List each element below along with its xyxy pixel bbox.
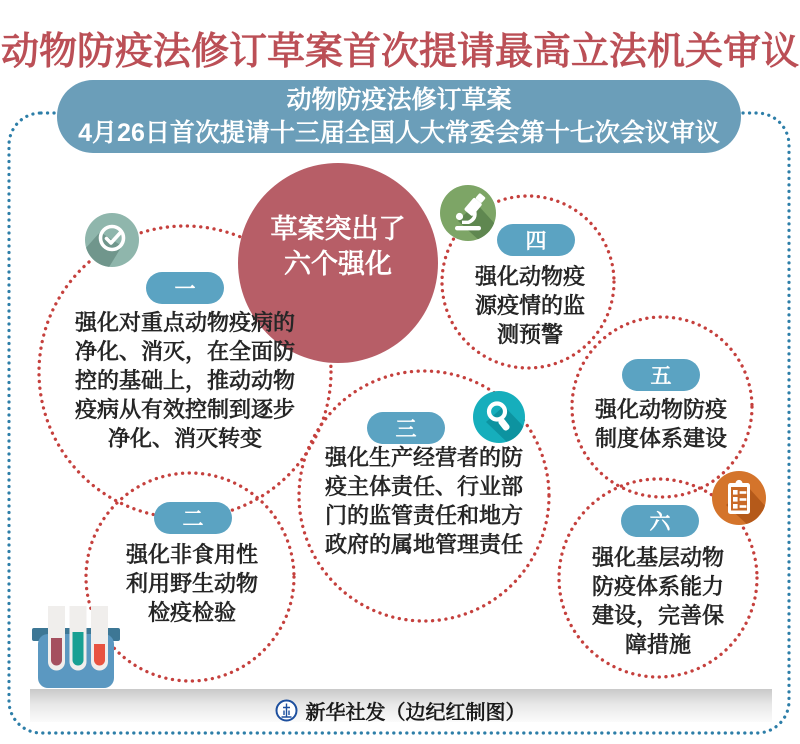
topic-4-text: 强化动物疫 源疫情的监 测预警 xyxy=(474,264,585,347)
center-text-line1: 草案突出了 xyxy=(270,214,406,244)
topic-5-text: 强化动物防疫 制度体系建设 xyxy=(594,397,727,451)
topic-4-number-badge: 四 xyxy=(497,224,575,256)
topic-5-number-badge: 五 xyxy=(622,359,700,391)
topic-1-text: 强化对重点动物疫病的 净化、消灭，在全面防 控的基础上，推动动物 疫病从有效控制到逐步 净化、消灭转变 xyxy=(74,310,295,451)
subtitle-banner xyxy=(57,80,741,153)
credit-line xyxy=(0,696,800,725)
topic-6-number-badge: 六 xyxy=(621,505,699,537)
topic-6-text: 强化基层动物 防疫体系能力 建设，完善保 障措施 xyxy=(591,545,724,657)
topic-1-number-badge: 一 xyxy=(146,272,224,304)
topic-2-text: 强化非食用性 利用野生动物 检疫检验 xyxy=(125,542,258,625)
credit-text: 新华社发（边纪红制图） xyxy=(305,702,526,724)
topic-2-number-badge: 二 xyxy=(154,502,232,534)
topic-3-text: 强化生产经营者的防 疫主体责任、行业部 门的监管责任和地方 政府的属地管理责任 xyxy=(324,445,523,557)
test-tubes-icon xyxy=(28,598,124,690)
page-title: 动物防疫法修订草案首次提请最高立法机关审议 xyxy=(0,31,799,73)
subtitle-line1: 动物防疫法修订草案 xyxy=(286,85,512,114)
microscope-icon xyxy=(440,185,496,241)
subtitle-line2: 4月26日首次提请十三届全国人大常委会第十七次会议审议 xyxy=(78,118,720,147)
clipboard-icon xyxy=(712,471,766,525)
checkmark-icon xyxy=(85,213,139,267)
topic-3-number-badge: 三 xyxy=(367,412,445,444)
xinhua-logo xyxy=(275,699,298,722)
magnifier-icon xyxy=(473,391,525,443)
center-text-line2: 六个强化 xyxy=(284,249,392,279)
